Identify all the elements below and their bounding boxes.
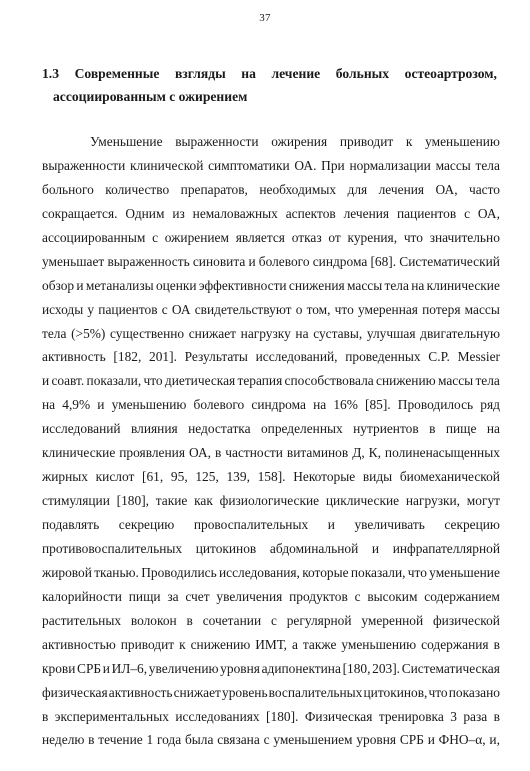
- word: с: [270, 612, 277, 628]
- word: на: [42, 397, 56, 413]
- paragraph-line: [42, 250, 500, 274]
- word: выраженность: [107, 253, 190, 269]
- word: (>5%): [71, 325, 106, 341]
- word: жирных: [42, 469, 88, 485]
- word: Проводились: [141, 564, 217, 580]
- paragraph-line: [42, 561, 500, 585]
- word: клинические: [42, 445, 116, 461]
- word: за: [167, 588, 179, 604]
- word: витаминов: [286, 445, 349, 461]
- word: на: [486, 421, 500, 437]
- word: 1: [146, 732, 154, 748]
- word: к: [405, 134, 413, 149]
- word: жировой: [42, 564, 92, 580]
- word: на: [241, 66, 256, 81]
- word: ряд: [480, 397, 500, 413]
- word: 4,9%: [62, 397, 91, 413]
- word: пациентов: [98, 301, 158, 317]
- word: СРБ: [77, 660, 102, 676]
- paragraph-line: [42, 585, 500, 609]
- paragraph-line: [42, 705, 500, 729]
- section-heading: [42, 62, 497, 108]
- word: уменьшению: [111, 397, 187, 413]
- word: для: [347, 181, 368, 197]
- word: в: [186, 612, 193, 628]
- word: немаловажных: [192, 205, 278, 221]
- word: [180].: [266, 708, 299, 724]
- word: увеличивать: [354, 517, 425, 532]
- word: Д,: [352, 445, 365, 461]
- paragraph-line: [42, 489, 500, 513]
- word: была: [184, 732, 214, 748]
- word: что: [407, 564, 427, 580]
- paragraph-line: [42, 226, 500, 250]
- word: цитокинов,: [363, 684, 428, 700]
- word: синовита: [192, 253, 246, 269]
- word: что: [334, 301, 354, 317]
- word: ФНО–α,: [438, 732, 486, 748]
- word: лечения: [343, 205, 390, 221]
- word: физической: [432, 612, 500, 628]
- section-heading-line-2: ассоциированным с ожирением: [53, 89, 248, 104]
- word: определенных: [260, 421, 343, 437]
- word: адипонектина: [261, 660, 341, 676]
- page-number: 37: [259, 12, 271, 24]
- word: в: [493, 636, 500, 652]
- paragraph-line: [42, 154, 500, 178]
- word: C.P.: [428, 349, 450, 365]
- word: пациентов: [396, 205, 457, 221]
- word: массы: [437, 373, 474, 389]
- word: 3: [450, 708, 457, 724]
- word: необходимых: [259, 181, 337, 197]
- paragraph-line: [42, 681, 500, 705]
- word: выраженности: [42, 157, 126, 173]
- word: свидетельствуют: [194, 301, 292, 317]
- word: оценки: [155, 277, 197, 293]
- word: физиологические: [219, 493, 320, 509]
- word: курения,: [347, 229, 398, 245]
- paragraph-line: [42, 393, 500, 417]
- word: активность: [42, 349, 106, 365]
- word: синдрома: [251, 397, 306, 413]
- word: Messier: [457, 349, 500, 365]
- word: секрецию: [444, 517, 500, 532]
- word: воспалительных: [268, 684, 363, 700]
- word: умеренная: [357, 301, 418, 317]
- word: исследований,: [255, 349, 338, 365]
- word: массы: [435, 157, 471, 173]
- word: показали,: [350, 564, 406, 580]
- word: ИЛ–6,: [111, 660, 148, 676]
- word: нагрузку: [240, 325, 291, 341]
- word: Современные: [74, 66, 160, 81]
- word: такие: [155, 493, 188, 509]
- body-paragraph: [42, 130, 500, 752]
- word: является: [235, 229, 285, 245]
- word: циклические: [325, 493, 400, 509]
- word: ОА,: [477, 205, 500, 221]
- word: проведенных: [345, 349, 421, 365]
- word: суставы,: [313, 325, 363, 341]
- word: ОА,: [435, 181, 458, 197]
- word: 201].: [149, 349, 177, 365]
- word: кислот: [95, 469, 135, 485]
- word: в: [88, 732, 95, 748]
- word: проявления: [119, 445, 185, 461]
- word: как: [194, 493, 213, 509]
- word: улучшая: [366, 325, 416, 341]
- paragraph-line: [42, 513, 500, 537]
- word: и: [248, 253, 256, 269]
- paragraph-line: [42, 274, 500, 298]
- word: уменьшение: [429, 564, 500, 580]
- word: способствовала: [284, 373, 374, 389]
- word: приводит: [120, 636, 175, 652]
- word: растительных: [42, 612, 122, 628]
- word: симптоматики: [208, 157, 290, 173]
- word: снижает: [173, 684, 221, 700]
- word: [61,: [142, 469, 164, 485]
- paragraph-line: [42, 609, 500, 633]
- word: умеренной: [361, 612, 424, 628]
- word: нутриентов: [353, 421, 419, 437]
- word: секрецию: [118, 517, 175, 532]
- word: уровня: [356, 732, 397, 748]
- word: с: [161, 301, 168, 317]
- word: выраженности: [175, 134, 259, 149]
- paragraph-line: [42, 633, 500, 657]
- word: лечение: [271, 66, 321, 81]
- word: Физическая: [304, 708, 373, 724]
- word: том,: [306, 301, 331, 317]
- word: в: [42, 708, 49, 724]
- word: приводит: [339, 134, 394, 149]
- word: с: [263, 732, 270, 748]
- word: диетическая: [164, 373, 236, 389]
- word: тела: [475, 157, 500, 173]
- paragraph-line: [42, 465, 500, 489]
- word: тканью.: [94, 564, 139, 580]
- word: [180,: [342, 660, 371, 676]
- word: которые: [302, 564, 349, 580]
- word: 125,: [195, 469, 219, 485]
- word: продуктов: [289, 588, 348, 604]
- word: уменьшению: [341, 636, 417, 652]
- word: биомеханической: [399, 469, 500, 485]
- word: тела: [384, 277, 409, 293]
- paragraph-line: [42, 537, 500, 561]
- word: двигательную: [420, 325, 500, 341]
- word: стимуляции: [42, 493, 110, 509]
- word: увеличению: [148, 660, 219, 676]
- word: ассоциированным: [42, 229, 146, 245]
- word: ожирения: [271, 134, 328, 149]
- word: инфрапателлярной: [392, 540, 500, 556]
- word: К,: [368, 445, 381, 461]
- word: пище: [445, 421, 477, 437]
- word: Результаты: [184, 349, 248, 365]
- word: раза: [463, 708, 488, 724]
- word: неделю: [42, 732, 85, 748]
- word: Систематическая: [401, 660, 500, 676]
- paragraph-line: [42, 345, 500, 369]
- word: связана: [217, 732, 260, 748]
- word: 203].: [372, 660, 401, 676]
- word: что: [428, 684, 448, 700]
- word: При: [321, 157, 345, 173]
- word: у: [87, 301, 95, 317]
- word: частности: [225, 445, 283, 461]
- word: больных: [335, 66, 390, 81]
- word: Систематический: [399, 253, 500, 269]
- word: из: [172, 205, 185, 221]
- word: болевого: [258, 253, 310, 269]
- word: Уменьшение: [90, 134, 163, 149]
- word: метанализы: [85, 277, 154, 293]
- word: уровня: [220, 660, 260, 676]
- word: активностью: [42, 636, 116, 652]
- word: остеоартрозом,: [404, 66, 497, 81]
- word: ИМТ,: [255, 636, 287, 652]
- word: что: [403, 229, 423, 245]
- word: и: [76, 277, 84, 293]
- word: счет: [185, 588, 210, 604]
- word: влияния: [131, 421, 178, 437]
- word: от: [328, 229, 341, 245]
- word: снижению: [376, 373, 436, 389]
- word: 1.3: [42, 66, 59, 81]
- word: [180],: [116, 493, 150, 509]
- word: больного: [42, 181, 94, 197]
- word: и: [327, 517, 335, 532]
- word: с: [464, 205, 471, 221]
- word: часто: [469, 181, 500, 197]
- word: нормализации: [349, 157, 431, 173]
- word: пищи: [128, 588, 161, 604]
- word: 158].: [257, 469, 286, 485]
- word: клинические: [426, 277, 500, 293]
- word: увеличения: [216, 588, 283, 604]
- word: терапия: [237, 373, 283, 389]
- word: болевого: [193, 397, 245, 413]
- word: потеря: [422, 301, 461, 317]
- word: уровень: [222, 684, 268, 700]
- word: уменьшает: [42, 253, 105, 269]
- word: течение: [98, 732, 143, 748]
- word: исследованиях: [175, 708, 260, 724]
- word: содержания: [421, 636, 489, 652]
- word: и: [97, 397, 105, 413]
- paragraph-line: [42, 298, 500, 322]
- word: противовоспалительных: [42, 540, 183, 556]
- word: исходы: [42, 301, 84, 317]
- word: обзор: [42, 277, 75, 293]
- word: показали,: [86, 373, 142, 389]
- word: на: [313, 397, 327, 413]
- word: [85].: [365, 397, 391, 413]
- word: что: [143, 373, 163, 389]
- word: в: [429, 421, 436, 437]
- word: тела: [475, 373, 500, 389]
- word: снижает: [188, 325, 237, 341]
- word: снижению: [190, 636, 251, 652]
- word: и: [102, 660, 110, 676]
- paragraph-line: [42, 202, 500, 226]
- word: года: [156, 732, 182, 748]
- word: сочетании: [202, 612, 262, 628]
- word: Проводилось: [397, 397, 474, 413]
- word: цитокинов: [195, 540, 257, 556]
- word: активность: [108, 684, 173, 700]
- paragraph-line: [42, 728, 500, 752]
- word: в: [493, 708, 500, 724]
- word: тренировка: [378, 708, 444, 724]
- word: провоспалительных: [193, 517, 309, 532]
- word: подавлять: [42, 517, 100, 532]
- word: в: [214, 445, 222, 461]
- word: могут: [466, 493, 500, 509]
- word: 139,: [226, 469, 250, 485]
- word: аспектов: [285, 205, 336, 221]
- word: крови: [42, 660, 76, 676]
- word: регулярной: [286, 612, 352, 628]
- word: с: [354, 588, 361, 604]
- word: массы: [464, 301, 500, 317]
- word: к: [179, 636, 186, 652]
- word: уменьшению: [425, 134, 500, 149]
- paragraph-line: [42, 417, 500, 441]
- word: [68].: [370, 253, 397, 269]
- word: препаратов,: [180, 181, 248, 197]
- word: высоким: [367, 588, 418, 604]
- word: абдоминальной: [269, 540, 359, 556]
- word: [182,: [113, 349, 142, 365]
- word: и: [427, 732, 435, 748]
- word: 16%: [333, 397, 358, 413]
- word: физическая: [42, 684, 108, 700]
- word: снижения: [288, 277, 345, 293]
- word: с: [152, 229, 159, 245]
- paragraph-line: [42, 369, 500, 393]
- paragraph-line: [42, 178, 500, 202]
- word: нагрузки,: [405, 493, 461, 509]
- word: содержанием: [424, 588, 500, 604]
- word: показано: [448, 684, 500, 700]
- paragraph-line: [42, 657, 500, 681]
- word: а: [291, 636, 298, 652]
- section-heading-line-1: [42, 62, 497, 85]
- word: на: [411, 277, 425, 293]
- word: клинической: [130, 157, 204, 173]
- word: на: [295, 325, 309, 341]
- word: тела: [42, 325, 67, 341]
- word: недостатка: [188, 421, 251, 437]
- word: ОА,: [188, 445, 211, 461]
- word: уменьшением: [273, 732, 353, 748]
- word: Некоторые: [293, 469, 356, 485]
- word: эффективности: [198, 277, 287, 293]
- word: виды: [362, 469, 393, 485]
- word: лечения: [378, 181, 425, 197]
- word: полиненасыщенных: [384, 445, 500, 461]
- word: исследований: [42, 421, 121, 437]
- word: ожирением: [164, 229, 229, 245]
- word: ОА.: [294, 157, 317, 173]
- word: о: [295, 301, 303, 317]
- word: также: [302, 636, 337, 652]
- word: отказ: [291, 229, 322, 245]
- paragraph-line: [42, 441, 500, 465]
- paragraph-line: [42, 322, 500, 346]
- paragraph-line: [42, 130, 500, 154]
- word: существенно: [110, 325, 185, 341]
- word: и: [42, 373, 50, 389]
- word: массы: [347, 277, 383, 293]
- word: синдрома: [312, 253, 368, 269]
- word: значительно: [429, 229, 500, 245]
- word: 95,: [170, 469, 188, 485]
- word: сокращается.: [42, 205, 118, 221]
- word: и: [371, 540, 380, 556]
- word: волокон: [130, 612, 177, 628]
- word: соавт.: [51, 373, 85, 389]
- word: калорийности: [42, 588, 122, 604]
- word: экспериментальных: [54, 708, 169, 724]
- word: исследования,: [218, 564, 300, 580]
- word: и,: [489, 732, 500, 748]
- word: ОА: [171, 301, 191, 317]
- word: количество: [105, 181, 170, 197]
- word: взгляды: [174, 66, 226, 81]
- word: Одним: [125, 205, 165, 221]
- word: СРБ: [399, 732, 424, 748]
